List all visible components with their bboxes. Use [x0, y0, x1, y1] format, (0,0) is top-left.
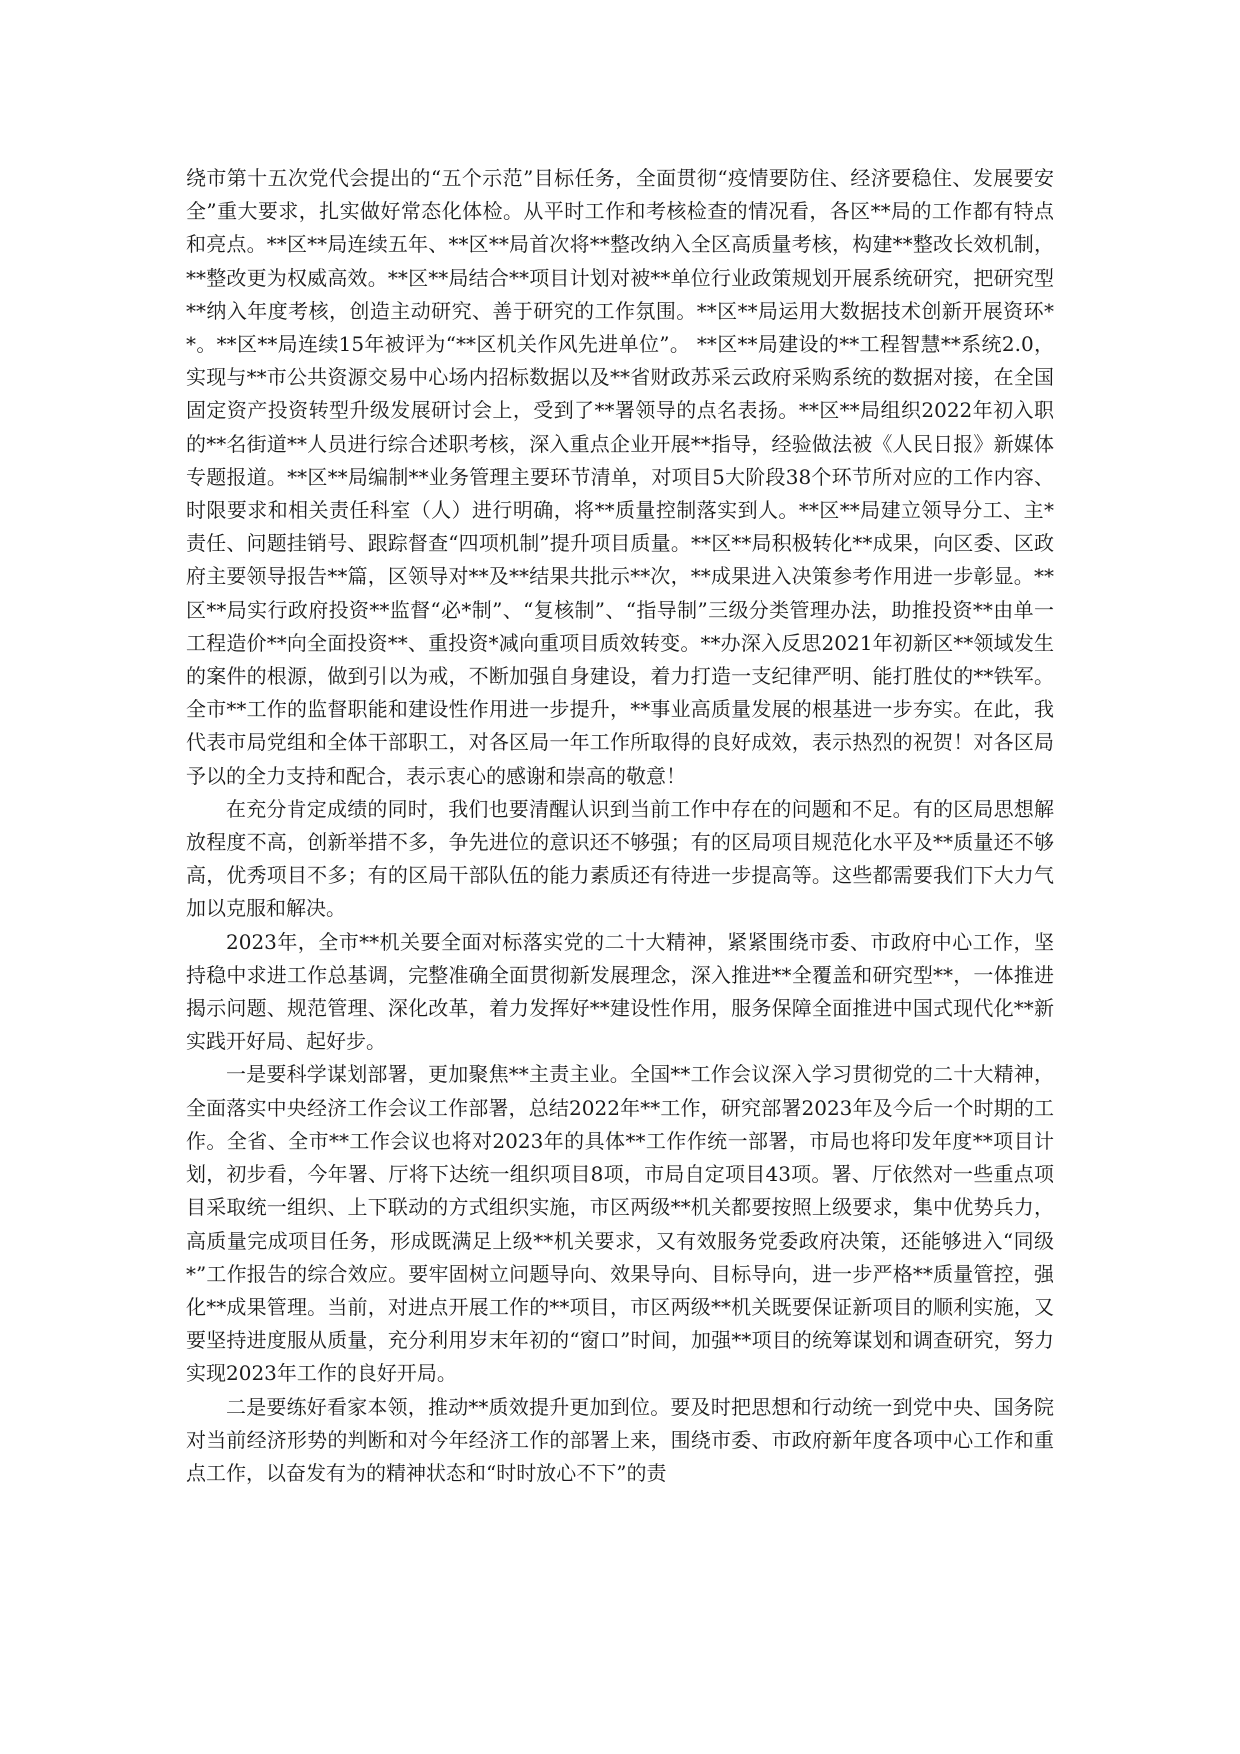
paragraph-point-one: 一是要科学谋划部署，更加聚焦**主责主业。全国**工作会议深入学习贯彻党的二十大精神，全面落实中央经济工作会议工作部署，总结2022年**工作，研究部署2023年及今后一个时期的工作。全省、全市**工作会议也将对2023年的具体**工作作统一部署，市局也将印发年度**项目计划，初步看，今年署、厅将下达统一组织项目8项，市局自定项目43项。署、厅依然对一些重点项目采取统一组织、上下联动的方式组织实施，市区两级**机关都要按照上级要求，集中优势兵力，高质量完成项目任务，形成既满足上级**机关要求，又有效服务党委政府决策，还能够进入“同级*”工作报告的综合效应。要牢固树立问题导向、效果导向、目标导向，进一步严格**质量管控，强化**成果管理。当前，对进点开展工作的**项目，市区两级**机关既要保证新项目的顺利实施，又要坚持进度服从质量，充分利用岁末年初的“窗口”时间，加强**项目的统筹谋划和调查研究，努力实现2023年工作的良好开局。: [186, 1062, 1054, 1386]
paragraph-2023-goals: 2023年，全市**机关要全面对标落实党的二十大精神，紧紧围绕市委、市政府中心工作，坚持稳中求进工作总基调，完整准确全面贯彻新发展理念，深入推进**全覆盖和研究型**，一体推进揭示问题、规范管理、深化改革，着力发挥好**建设性作用，服务保障全面推进中国式现代化**新实践开好局、起好步。: [186, 929, 1054, 1054]
paragraph-achievements: 绕市第十五次党代会提出的“五个示范”目标任务，全面贯彻“疫情要防住、经济要稳住、发展要安全”重大要求，扎实做好常态化体检。从平时工作和考核检查的情况看，各区**局的工作都有特点和亮点。**区**局连续五年、**区**局首次将**整改纳入全区高质量考核，构建**整改长效机制，**整改更为权威高效。**区**局结合**项目计划对被**单位行业政策规划开展系统研究，把研究型**纳入年度考核，创造主动研究、善于研究的工作氛围。**区**局运用大数据技术创新开展资环**。**区**局连续15年被评为“**区机关作风先进单位”。 **区**局建设的**工程智慧**系统2.0，实现与**市公共资源交易中心场内招标数据以及**省财政苏采云政府采购系统的数据对接，在全国固定资产投资转型升级发展研讨会上，受到了**署领导的点名表扬。**区**局组织2022年初入职的**名街道**人员进行综合述职考核，深入重点企业开展**指导，经验做法被《人民日报》新媒体专题报道。**区**局编制**业务管理主要环节清单，对项目5大阶段38个环节所对应的工作内容、时限要求和相关责任科室（人）进行明确，将**质量控制落实到人。**区**局建立领导分工、主*责任、问题挂销号、跟踪督查“四项机制”提升项目质量。**区**局积极转化**成果，向区委、区政府主要领导报告**篇，区领导对**及**结果共批示**次，**成果进入决策参考作用进一步彰显。**区**局实行政府投资**监督“必*制”、“复核制”、“指导制”三级分类管理办法，助推投资**由单一工程造价**向全面投资**、重投资*减向重项目质效转变。**办深入反思2021年初新区**领域发生的案件的根源，做到引以为戒，不断加强自身建设，着力打造一支纪律严明、能打胜仗的**铁军。全市**工作的监督职能和建设性作用进一步提升，**事业高质量发展的根基进一步夯实。在此，我代表市局党组和全体干部职工，对各区局一年工作所取得的良好成效，表示热烈的祝贺！对各区局予以的全力支持和配合，表示衷心的感谢和崇高的敬意！: [186, 166, 1054, 788]
paragraph-problems: 在充分肯定成绩的同时，我们也要清醒认识到当前工作中存在的问题和不足。有的区局思想解放程度不高，创新举措不多，争先进位的意识还不够强；有的区局项目规范化水平及**质量还不够高，优秀项目不多；有的区局干部队伍的能力素质还有待进一步提高等。这些都需要我们下大力气加以克服和解决。: [186, 796, 1054, 921]
paragraph-point-two: 二是要练好看家本领，推动**质效提升更加到位。要及时把思想和行动统一到党中央、国务院对当前经济形势的判断和对今年经济工作的部署上来，围绕市委、市政府新年度各项中心工作和重点工作，以奋发有为的精神状态和“时时放心不下”的责: [186, 1394, 1054, 1485]
document-page: [186, 162, 1054, 1490]
